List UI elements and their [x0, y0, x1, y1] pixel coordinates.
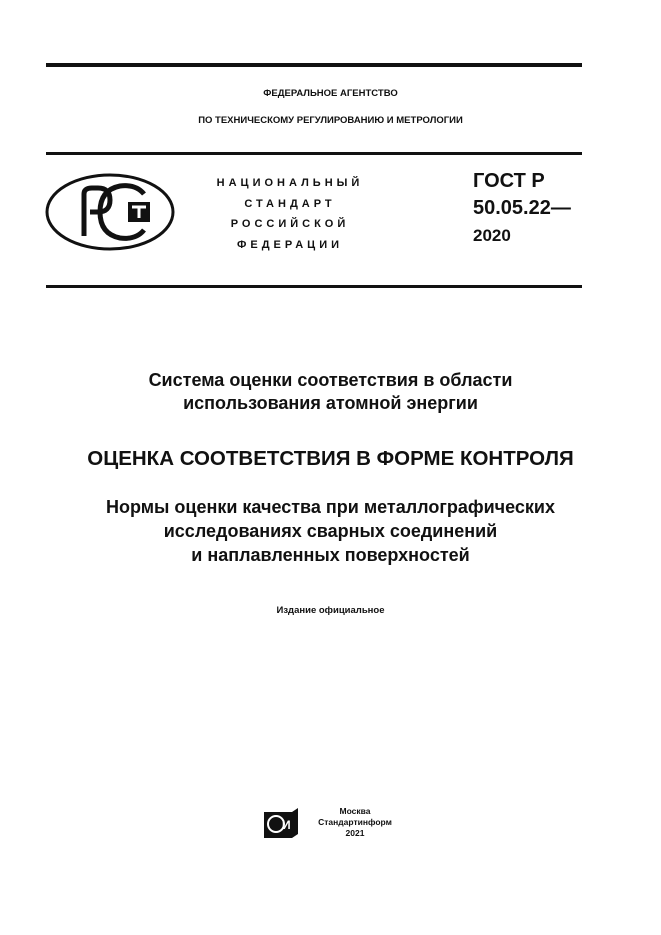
standartinform-logo-icon	[262, 806, 300, 840]
designation-line: 2020	[473, 226, 511, 245]
national-standard-label	[200, 173, 380, 255]
standard-designation	[473, 168, 571, 249]
agency-line-1: ФЕДЕРАЛЬНОЕ АГЕНТСТВО	[263, 88, 398, 99]
national-line: СТАНДАРТ	[244, 197, 336, 210]
publisher-city: Москва	[339, 806, 371, 816]
top-rule	[46, 63, 582, 67]
title-line: исследованиях сварных соединений	[163, 521, 498, 541]
agency-line-2: ПО ТЕХНИЧЕСКОМУ РЕГУЛИРОВАНИЮ И МЕТРОЛОГИИ	[198, 115, 463, 126]
national-line: НАЦИОНАЛЬНЫЙ	[216, 177, 364, 189]
designation-line: ГОСТ Р	[473, 170, 545, 192]
designation-line: 50.05.22—	[473, 197, 571, 219]
publisher-name: Стандартинформ	[318, 817, 392, 827]
publisher-info	[305, 806, 405, 839]
title-sub	[0, 495, 661, 567]
national-line: РОССИЙСКОЙ	[230, 218, 350, 230]
national-line: ФЕДЕРАЦИИ	[236, 238, 344, 251]
title-line: Нормы оценки качества при металлографических	[105, 497, 556, 517]
publisher-year: 2021	[345, 828, 365, 838]
rst-logo-icon	[44, 172, 176, 252]
header-bottom-rule	[46, 285, 582, 288]
header-rule	[46, 152, 582, 155]
title-main: ОЦЕНКА СООТВЕТСТВИЯ В ФОРМЕ КОНТРОЛЯ	[87, 447, 574, 470]
svg-text:И: И	[282, 818, 291, 832]
title-system	[0, 369, 661, 415]
title-line: Система оценки соответствия в области	[148, 370, 513, 390]
title-line: и наплавленных поверхностей	[191, 545, 470, 565]
edition-label: Издание официальное	[276, 605, 385, 616]
title-line: использования атомной энергии	[183, 393, 478, 413]
